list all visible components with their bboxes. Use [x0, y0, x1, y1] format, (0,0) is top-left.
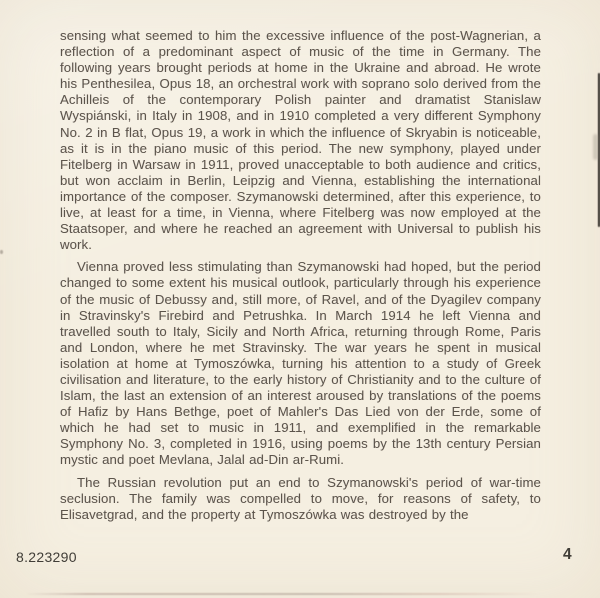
- scan-smudge: [593, 134, 598, 160]
- scan-edge-bottom-line: [25, 593, 540, 595]
- body-text: [60, 28, 541, 523]
- paragraph-2: Vienna proved less stimulating than Szymanowski had hoped, but the period changed to some extent his musical outlook, particularly through his experience of the music of Debussy and, still more, of Ravel, and of the Dyagilev company in Stravinsky's Firebird and Petrushka. In March 1914 he left Vienna and travelled south to Italy, Sicily and North Africa, returning through Rome, Paris and London, where he met Stravinsky. The war years he spent in musical isolation at home at Tymoszówka, turning his attention to a study of Greek civilisation and literature, to the early history of Christianity and to the culture of Islam, the last an extension of an interest aroused by translations of the poems of Hafiz by Hans Bethge, poet of Mahler's Das Lied von der Erde, some of which he had set to music in 1911, and exemplified in the remarkable Symphony No. 3, completed in 1916, using poems by the 13th century Persian mystic and poet Mevlana, Jalal ad-Din ar-Rumi.: [60, 259, 541, 468]
- catalog-number: 8.223290: [16, 549, 77, 565]
- paragraph-1: sensing what seemed to him the excessive influence of the post-Wagnerian, a reflection of a predominant aspect of music of the time in Germany. The following years brought periods at home in the Ukraine and abroad. He wrote his Penthesilea, Opus 18, an orchestral work with soprano solo derived from the Achilleis of the contemporary Polish painter and dramatist Stanislaw Wyspiánski, in Italy in 1908, and in 1910 completed a very different Symphony No. 2 in B flat, Opus 19, a work in which the influence of Skryabin is noticeable, as it is in the piano music of this period. The new symphony, played under Fitelberg in Warsaw in 1911, proved unacceptable to both audience and critics, but won acclaim in Berlin, Leipzig and Vienna, establishing the international importance of the composer. Szymanowski determined, after this experience, to live, at least for a time, in Vienna, where Fitelberg was now employed at the Staatsoper, and where he reached an agreement with Universal to publish his work.: [60, 28, 541, 253]
- page-number: 4: [563, 546, 572, 563]
- scan-speck: [0, 250, 3, 254]
- paragraph-3: The Russian revolution put an end to Szymanowski's period of war-time seclusion. The family was compelled to move, for reasons of safety, to Elisavetgrad, and the property at Tymoszówka was destroyed by the: [60, 474, 541, 522]
